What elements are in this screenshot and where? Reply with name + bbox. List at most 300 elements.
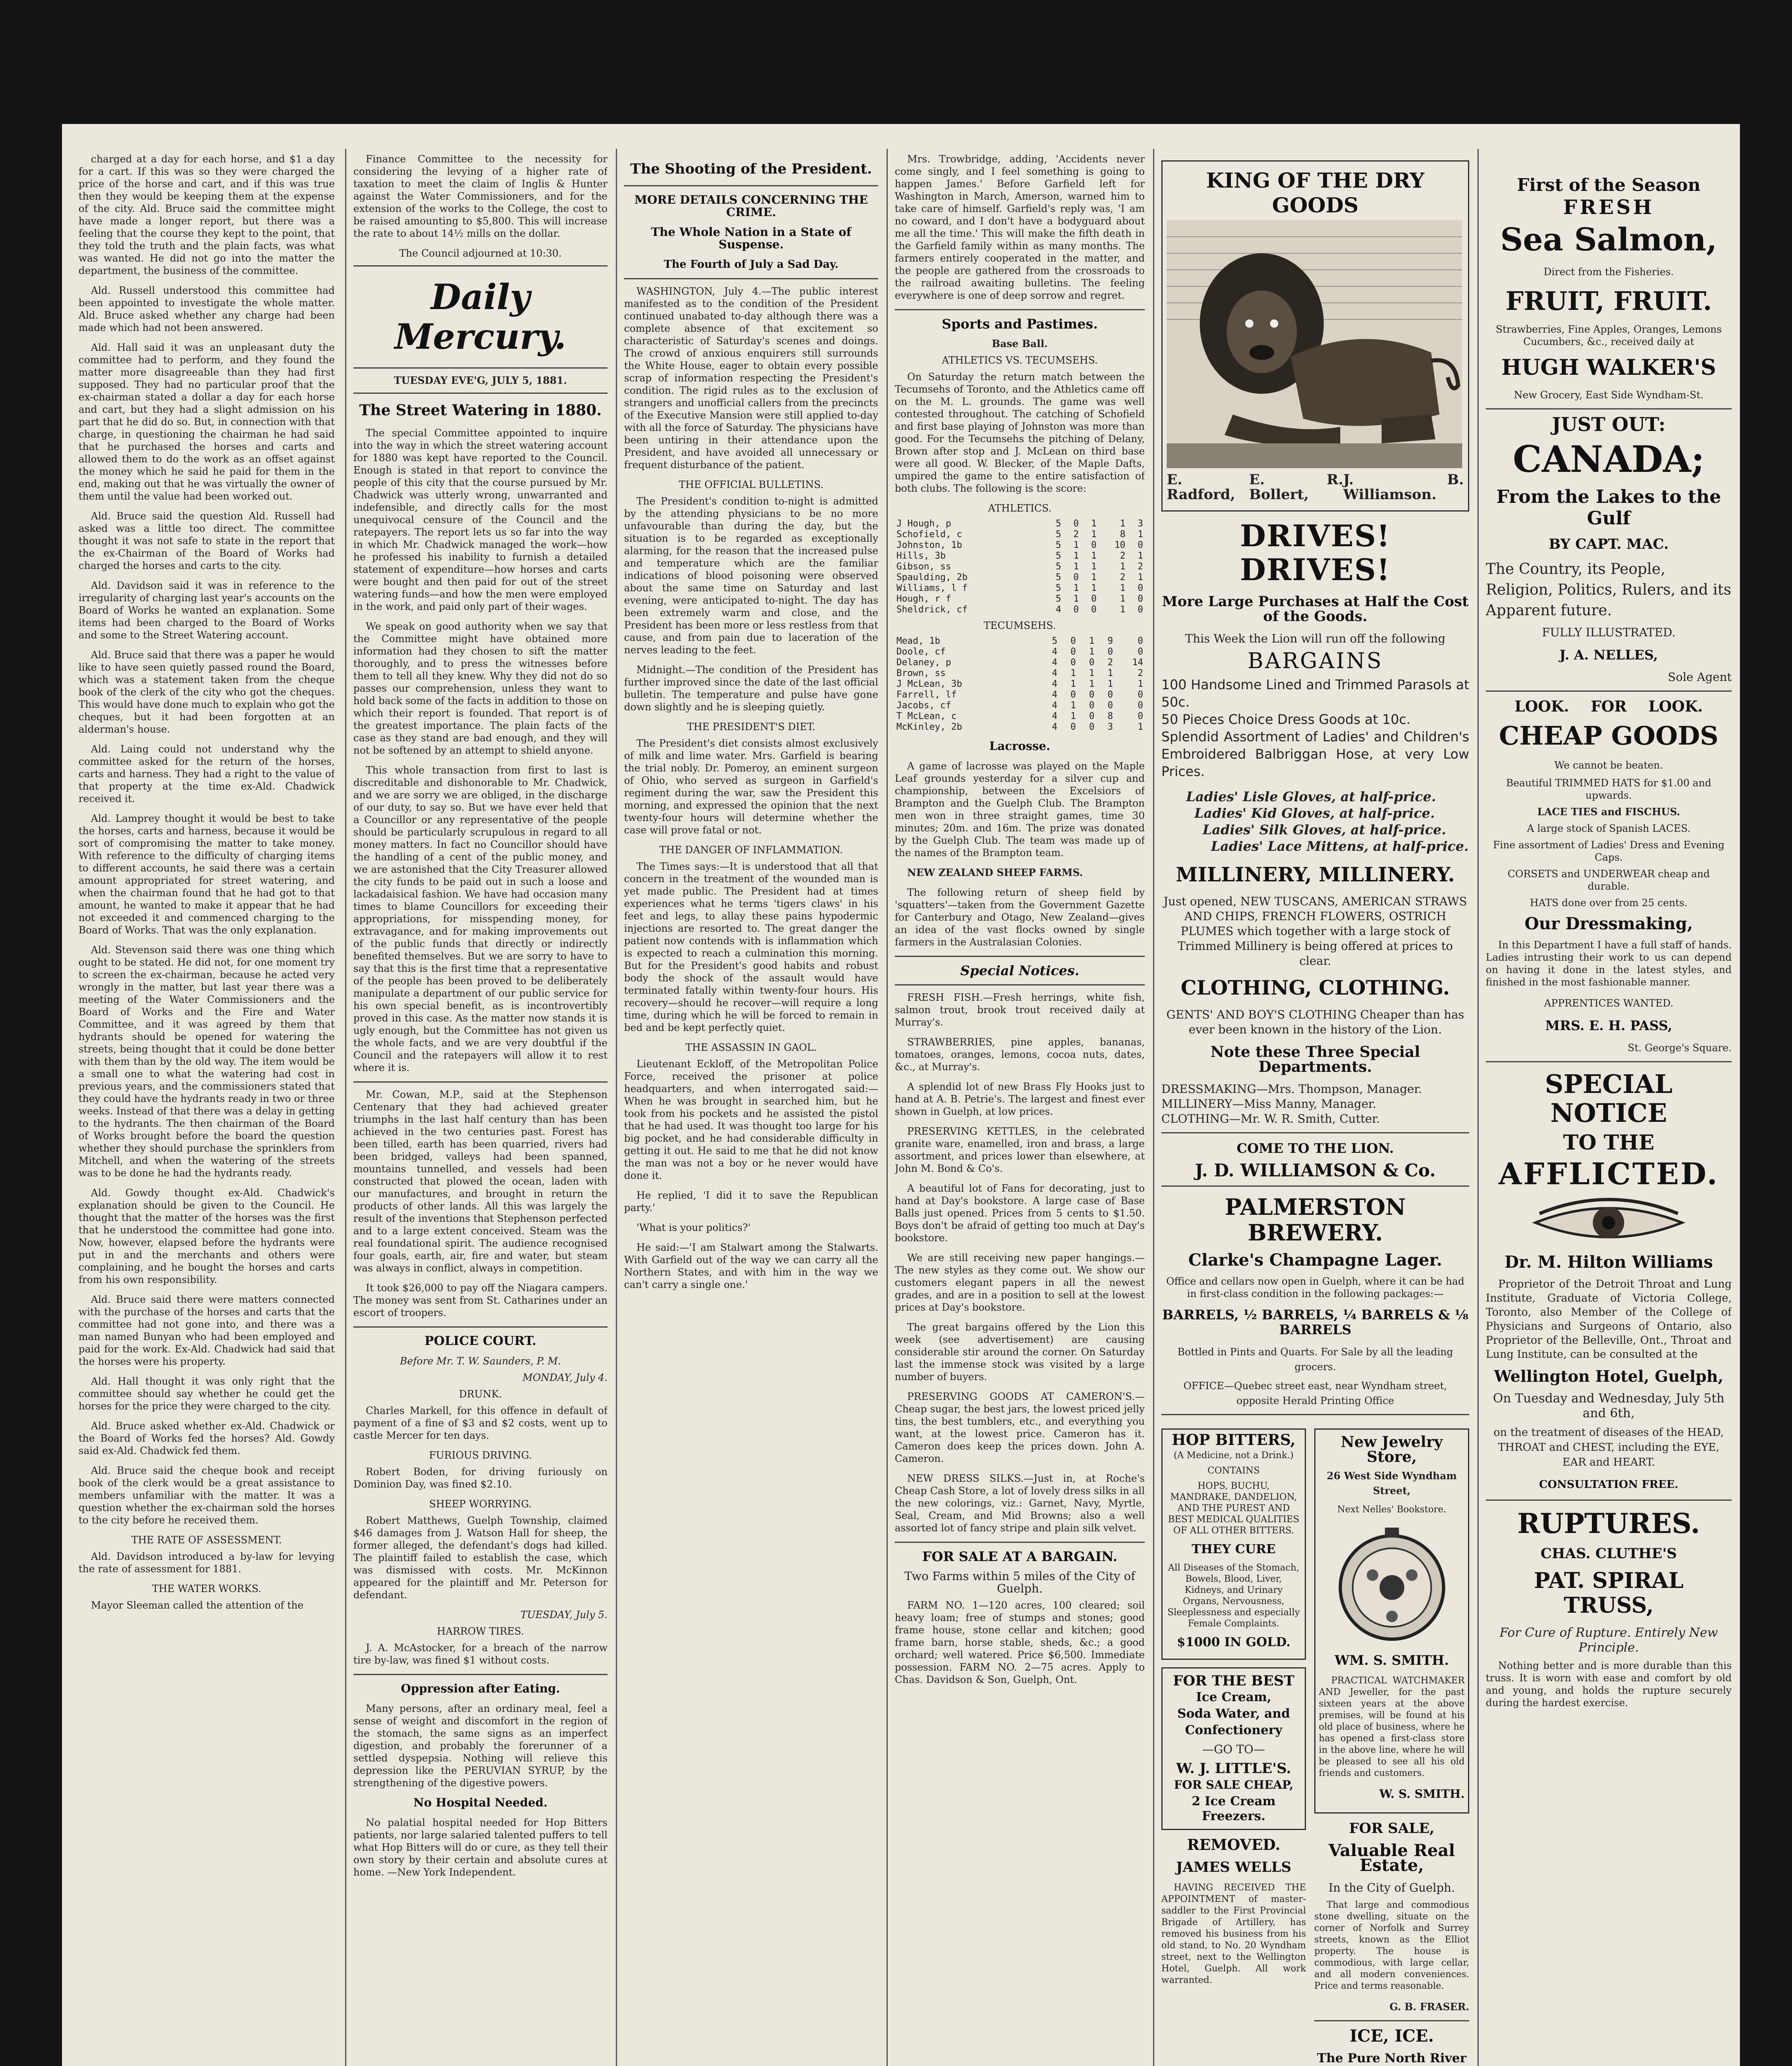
table-cell: 0 [1089, 711, 1095, 721]
grocery-line: New Grocery, East Side Wyndham-St. [1514, 389, 1704, 401]
divider [1486, 690, 1732, 692]
hospital-text: No palatial hospital needed for Hop Bitters patients, nor large salaried talented puffers to tell what Hop Bitters will do or cure, as they tell their own story by their certain and absolute cures at home. —New York Independent. [353, 1817, 608, 1878]
table-cell: 1 [1089, 679, 1095, 689]
special-notices-title: Special Notices. [960, 963, 1079, 978]
fruit-text: Strawberries, Fine Apples, Oranges, Lemons Cucumbers, &c., received daily at [1496, 324, 1722, 348]
table-cell: 5 [1056, 594, 1061, 604]
lion-illustration [1167, 220, 1462, 468]
ic-line: FOR SALE CHEAP, [1174, 1778, 1294, 1792]
table-cell: Williams, l f [896, 583, 968, 593]
table-cell: 1 [1089, 636, 1095, 646]
hop-bitters-ad [1161, 1428, 1306, 1660]
council-report-para: Ald. Russell understood this committee had been appointed to investigate the whole matter. Ald. Bruce asked whether any charge had been made which had not been answered. [79, 285, 335, 333]
table-cell: 4 [1052, 690, 1058, 700]
divider [1486, 408, 1732, 409]
cheap-goods: CHEAP GOODS [1499, 721, 1718, 751]
dates-line: On Tuesday and Wednesday, July 5th and 6th, [1493, 1391, 1725, 1421]
sports-title: Sports and Pastimes. [941, 316, 1098, 332]
table-cell: Jacobs, cf [896, 700, 951, 711]
hop-sub: (A Medicine, not a Drink.) [1173, 1450, 1294, 1461]
table-cell: 0 [1137, 540, 1143, 550]
table-cell: Doole, cf [896, 647, 946, 657]
table-cell: 0 [1070, 657, 1076, 668]
article-headline: The Shooting of the President. [630, 161, 872, 177]
bargains-title: BARGAINS [1247, 649, 1383, 674]
article-para: He replied, 'I did it to save the Republican party.' [624, 1190, 878, 1214]
box-score-athletics [895, 519, 1145, 615]
divider [1486, 1500, 1732, 1501]
notice-item: A beautiful lot of Fans for decorating, just to hand at Day's bookstore. A large case of Base Balls just opened. Prices from 5 cents to $1.50. Boys don't be afraid of getting too much at Day's bookstore. [895, 1183, 1145, 1244]
council-report-para: Mayor Sleeman called the attention of the [91, 1599, 304, 1611]
box-score-head: TECUMSEHS. [984, 620, 1056, 631]
millinery-text: Just opened, NEW TUSCANS, AMERICAN STRAWS AND CHIPS, FRENCH FLOWERS, OSTRICH PLUMES which together with a large stock of Trimmed Millinery is being offered at prices to clear. [1163, 895, 1467, 968]
table-cell: Mead, 1b [896, 636, 940, 646]
table-cell: 1 [1089, 668, 1095, 678]
fruit-line: FRUIT, FRUIT. [1505, 286, 1712, 316]
ic-line: W. J. LITTLE'S. [1176, 1760, 1292, 1777]
jewelry-desc: PRACTICAL WATCHMAKER AND Jeweller, for the past sixteen years at the above premises, will be found at his old place of business, where he has opened a first-class store in the above line, where he will be pleased to see all his old friends and customers. [1319, 1676, 1465, 1778]
table-cell: 2 [1120, 551, 1126, 561]
for-sale-sign: G. B. FRASER. [1389, 2001, 1469, 2013]
table-cell: 4 [1052, 700, 1058, 711]
for-sale-sub: Valuable Real Estate, [1328, 1841, 1455, 1875]
council-report-para: Ald. Bruce said there were matters connected with the purchase of the horses and carts that the committee had not gone into, and there was a man named Bunyan who had been employed and paid for the work. Ex-Ald. Chadwick had said that the horses were his property. [79, 1294, 335, 1367]
table-cell: 1 [1137, 679, 1143, 689]
apprentices: APPRENTICES WANTED. [1544, 997, 1673, 1009]
table-cell: T McLean, c [896, 711, 957, 721]
table-cell: 3 [1137, 519, 1143, 529]
table-cell: 4 [1052, 657, 1058, 668]
table-cell: 4 [1052, 668, 1058, 678]
consult-line: CONSULTATION FREE. [1539, 1478, 1679, 1491]
notice-item: The great bargains offered by the Lion this week (see advertisement) are causing considerable stir around the corner. On Saturday last the immense stock was visited by a large number of buyers. [895, 1321, 1145, 1383]
column-rule [886, 149, 888, 2066]
council-report-para: Ald. Bruce asked whether ex-Ald. Chadwick or the Board of Works fed the horses? Ald. Gowdy said ex-Ald. Chadwick fed them. [79, 1420, 335, 1457]
cheap-item: HATS done over from 25 cents. [1530, 897, 1688, 909]
column-5-ads [1161, 153, 1469, 2066]
article-para: It took $26,000 to pay off the Niagara campers. The money was sent from St. Catharines under an escort of troopers. [353, 1282, 608, 1319]
eye-icon [1486, 1198, 1732, 1247]
table-cell: 0 [1137, 700, 1143, 711]
article-para: The President's diet consists almost exclusively of milk and lime water. Mrs. Garfield is bearing the trial nobly. Dr. Pomeroy, an eminent surgeon of Ohio, who served as surgeon in Garfield's regiment during the war, saw the President this morning, and expressed the opinion that the next twenty-four hours will determine whether the case will prove fatal or not. [624, 738, 878, 836]
table-cell: McKinley, 2b [896, 722, 962, 732]
column-1 [79, 153, 335, 2066]
ic-line: Soda Water, and [1177, 1707, 1290, 1721]
council-report-para: Ald. Hall thought it was only right that the committee should say whether he could get the horses for the price they were charged to the city. [79, 1376, 335, 1412]
notice-item: FRESH FISH.—Fresh herrings, white fish, salmon trout, brook trout received daily at Murray's. [895, 992, 1145, 1028]
box-score-head: ATHLETICS. [988, 502, 1052, 514]
nelles-line: J. A. NELLES, [1559, 647, 1658, 663]
magistrate-line: Before Mr. T. W. Saunders, P. M. [400, 1355, 561, 1367]
table-cell: 0 [1137, 647, 1143, 657]
dress-title: Our Dressmaking, [1524, 914, 1693, 933]
article-para: Mr. Cowan, M.P., said at the Stephenson Centenary that they had achieved greater triumphs in the last half century than has been achieved in the two centuries past. Forest has been tilled, earth has been quarried, rivers had been bridged, valleys had been spanned, mountains tunnelled, and vessels had been constructed that plowed the ocean, laden with our manufactures, and brought in return the products of other lands. All this was largely the result of the inventions that Stephenson perfected and to a large extent conceived. Steam was the real foundational spirit. The audience recognised four goals, earth, air, fire and water, but steam was always in conflict, always in competition. [353, 1089, 608, 1274]
table-row [895, 647, 1145, 657]
table-row [895, 690, 1145, 700]
pass-address: St. George's Square. [1628, 1042, 1732, 1054]
council-report-para: Ald. Hall said it was an unpleasant duty the committee had to perform, and they found the matter more disagreeable than they had first supposed. They had no particular proof that the ex-chairman stated a dollar a day for each horse and cart, but they had a slight admission on his part that he did do so. But, in connection with that charge, in questioning the chairman he had said that he purchased the horses and carts and allowed them to do the work as an offset against the money which he said he paid for them in the end, making out that he was virtually the owner of them until the value had been worked out. [79, 342, 335, 502]
hop-ingredients: HOPS, BUCHU, MANDRAKE, DANDELION, AND THE PUREST AND BEST MEDICAL QUALITIES OF ALL OTHER BITTERS. [1168, 1481, 1299, 1536]
article-para: The special Committee appointed to inquire into the way in which the street watering account for 1880 was kept have reported to the Council. Enough is stated in that report to convince the people of this city that the course pursued by Mr. Chadwick was utterly wrong, unwarranted and indefensible, and directly calls for the most unequivocal censure of the Council and the ratepayers. The report lets us so far into the way in which Mr. Chadwick managed the work—how he professed his inability to furnish a detailed statement of expenditure—how horses and carts were bought and then paid for out of the street watering funds—and how the men were employed in the work, and paid only part of their wages. [353, 427, 608, 612]
special-notice: SPECIAL NOTICE [1545, 1069, 1673, 1128]
removed-name: JAMES WELLS [1176, 1859, 1292, 1876]
court-date: MONDAY, July 4. [522, 1372, 608, 1383]
table-cell: 4 [1056, 605, 1061, 615]
for-sale-city: In the City of Guelph. [1328, 1881, 1455, 1895]
divider [624, 185, 878, 186]
afflicted: AFFLICTED. [1498, 1156, 1719, 1191]
doctor-text: Proprietor of the Detroit Throat and Lung Institute, Graduate of Victoria College, Toronto, also Member of the College of Physicians and Surgeons of Ontario, also Proprietor of the Belleville, Ont., Throat and Lung Institute, can be consulted at the [1486, 1278, 1732, 1361]
lacrosse-text: A game of lacrosse was played on the Maple Leaf grounds yesterday for a silver cup and championship, between the Excelsiors of Brampton and the Guelph Club. The Brampton men won in three straight games, time 30 minutes; 20m. and 16m. The prize was donated by the Guelph Club. The team was made up of the names of the Brampton team. [895, 760, 1145, 859]
table-cell: 1 [1091, 529, 1097, 540]
oppression-text: Many persons, after an ordinary meal, feel a sense of weight and discomfort in the region of the stomach, the same signs as an imperfect digestion, and probably the forerunner of a settled dyspepsia. Nothing will relieve this depression like the PERUVIAN SYRUP, by the strengthening of the digestive powers. [353, 1703, 608, 1789]
hop-title: HOP BITTERS, [1172, 1431, 1296, 1449]
clothing-text: GENTS' AND BOY'S CLOTHING Cheaper than has ever been known in the history of the Lion. [1166, 1008, 1464, 1036]
hotel-line: Wellington Hotel, Guelph, [1494, 1367, 1723, 1385]
table-cell: 0 [1070, 722, 1076, 732]
table-cell: 0 [1070, 636, 1076, 646]
table-cell: 0 [1091, 594, 1097, 604]
partner-name: E. Radford, [1167, 471, 1235, 503]
council-report-para: Ald. Bruce said that there was a paper he would like to have seen quietly passed round the Board, which was a statement taken from the cheque book of the clerk of the city who got the cheques. This would have done much to explain who got the cheques, but it had been forgotten at an alderman's house. [79, 649, 335, 735]
table-row [895, 636, 1145, 647]
jewelry-sign-2: W. S. SMITH. [1379, 1787, 1465, 1801]
section-subhead: THE WATER WORKS. [152, 1583, 262, 1595]
brewery-text: Office and cellars now open in Guelph, where it can be had in first-class condition in the following packages:— [1166, 1276, 1465, 1300]
table-cell: 1 [1137, 572, 1143, 583]
table-row [895, 700, 1145, 711]
jewelry-next: Next Nelles' Bookstore. [1337, 1504, 1446, 1515]
table-cell: 1 [1120, 594, 1126, 604]
table-cell: 0 [1070, 690, 1076, 700]
clothing-title: CLOTHING, CLOTHING. [1180, 976, 1450, 1000]
council-report-para: Ald. Laing could not understand why the committee asked for the return of the horses, carts and harness. They had a right to the value of that property at the time ex-Ald. Chadwick received it. [79, 743, 335, 805]
cheap-item: CORSETS and UNDERWEAR cheap and durable. [1507, 868, 1710, 892]
table-cell: 0 [1137, 605, 1143, 615]
table-row [895, 711, 1145, 722]
depts-list [1161, 1082, 1469, 1126]
for-sale-title: FOR SALE, [1349, 1820, 1435, 1837]
table-cell: 1 [1091, 551, 1097, 561]
table-cell: 2 [1073, 529, 1079, 540]
table-cell: 5 [1056, 562, 1061, 572]
column-rule [616, 149, 617, 2066]
table-cell: 1 [1120, 605, 1126, 615]
table-cell: 1 [1070, 700, 1076, 711]
divider [353, 393, 608, 394]
drives-headline: DRIVES! DRIVES! [1240, 518, 1391, 587]
table-cell: 4 [1052, 679, 1058, 689]
table-row [895, 657, 1145, 668]
ic-line: —GO TO— [1202, 1742, 1265, 1756]
lower-ads [1161, 1421, 1469, 2066]
truss-line: PAT. SPIRAL TRUSS, [1534, 1568, 1684, 1618]
divider [895, 1542, 1145, 1543]
come-line: COME TO THE LION. [1237, 1140, 1394, 1156]
table-cell: 5 [1056, 583, 1061, 593]
table-cell: 0 [1089, 722, 1095, 732]
table-cell: 1 [1073, 583, 1079, 593]
table-row [895, 529, 1145, 540]
gloves-item: Ladies' Lisle Gloves, at half-price. [1186, 789, 1436, 805]
table-cell: 1 [1073, 551, 1079, 561]
table-cell: 5 [1056, 529, 1061, 540]
sports-sub: ATHLETICS VS. TECUMSEHS. [941, 355, 1098, 366]
jewelry-title: New Jewelry Store, [1341, 1433, 1443, 1466]
divider [353, 1674, 608, 1675]
table-cell: 1 [1120, 562, 1126, 572]
divider [353, 367, 608, 369]
for-sale-text: That large and commodious stone dwelling, situate on the corner of Norfolk and Surrey streets, known as the Elliot property. The house is commodious, with large cellar, and all modern conveniences. Price and terms reasonable. [1314, 1900, 1469, 1991]
table-cell: 5 [1052, 636, 1058, 646]
table-row [895, 540, 1145, 551]
cheap-item: A large stock of Spanish LACES. [1527, 823, 1691, 834]
column-rule [1153, 149, 1154, 2066]
council-report-para: charged at a day for each horse, and $1 a day for a cart. If this was so they were charged the price of the horse and cart, and if this was true then they would be keeping them at the expense of the city. Ald. Bruce said the committee might have made a longer report, but there was a feeling that the course they kept to the point, that they told the truth and the plain facts, was what was wanted. He did not go into the matter the department, the business of the committee. [79, 153, 335, 276]
divider [353, 265, 608, 267]
article-para: This whole transaction from first to last is discreditable and dishonorable to Mr. Chadwick, and we are sorry we are obliged, in the discharge of our duty, to say so. But we have ever held that a Councillor or any representative of the people should be particularly scrupulous in regard to all money matters. In fact no Councillor should have the handling of a cent of the public money, and we are astonished that the City Treasurer allowed the city funds to be paid out in such a loose and lackadaisical fashion. We have had occasion many times to blame Councillors for exceeding their appropriations, for misspending money, for extravagance, and for making improvements out of the public funds that directly or indirectly benefited themselves. But we are sorry to have to say that this is the first time that a representative of the people has been proved to be deliberately manipulate a department of our public service for his own special benefit, as is incontrovertibly proved in this case. As the matter now stands it is ugly enough, but the Committee has not given us the whole facts, and we are very doubtful if the Council and the ratepayers will allow it to rest where it is. [353, 764, 608, 1073]
divider [895, 956, 1145, 957]
table-cell: 0 [1137, 690, 1143, 700]
table-row [895, 668, 1145, 679]
section-subhead: THE ASSASSIN IN GAOL. [685, 1042, 817, 1053]
table-cell: 14 [1132, 657, 1143, 668]
table-cell: Farrell, lf [896, 690, 957, 700]
table-cell: 1 [1070, 711, 1076, 721]
divider [624, 278, 878, 279]
ic-line: 2 Ice Cream Freezers. [1191, 1794, 1276, 1823]
hospital-title: No Hospital Needed. [413, 1796, 548, 1809]
dept-item: CLOTHING—Mr. W. R. Smith, Cutter. [1161, 1112, 1380, 1126]
table-cell: 0 [1073, 572, 1079, 583]
table-cell: Johnston, 1b [896, 540, 962, 550]
table-cell: 0 [1073, 519, 1079, 529]
section-subhead: THE OFFICIAL BULLETINS. [679, 479, 824, 490]
table-row [895, 572, 1145, 583]
table-cell: 1 [1073, 540, 1079, 550]
table-row [895, 594, 1145, 605]
cheap-item: LACE TIES and FISCHUS. [1537, 806, 1680, 818]
newspaper-page [62, 124, 1740, 2066]
article-deck: The Whole Nation in a State of Suspense. [651, 225, 851, 251]
beaten-line: We cannot be beaten. [1554, 759, 1663, 771]
table-cell: 1 [1070, 679, 1076, 689]
lion-ad [1161, 160, 1469, 512]
table-cell: 2 [1137, 668, 1143, 678]
table-cell: 1 [1070, 668, 1076, 678]
ic-line: Ice Cream, [1196, 1690, 1272, 1704]
ic-line: FOR THE BEST [1173, 1673, 1294, 1689]
table-row [895, 605, 1145, 615]
sale-sub: Two Farms within 5 miles of the City of Guelph. [904, 1569, 1135, 1595]
firm-name: J. D. WILLIAMSON & Co. [1195, 1160, 1436, 1181]
article-para: He said:—'I am Stalwart among the Stalwarts. With Garfield out of the way we can carry all the Northern States, and with him in the way we can't carry a single one.' [624, 1242, 878, 1290]
article-para: 'What is your politics?' [636, 1222, 751, 1233]
truss-cure: For Cure of Rupture. Entirely New Principle. [1499, 1626, 1718, 1655]
table-cell: Schofield, c [896, 529, 962, 540]
hop-cure: THEY CURE [1191, 1542, 1276, 1557]
gloves-list [1186, 788, 1469, 854]
table-row [895, 583, 1145, 594]
just-out: JUST OUT: [1551, 413, 1666, 436]
jewelry-addr: 26 West Side Wyndham Street, [1327, 1470, 1457, 1497]
table-cell: 0 [1107, 647, 1113, 657]
capt-line: BY CAPT. MAC. [1549, 536, 1669, 552]
notice-item: PRESERVING KETTLES, in the celebrated granite ware, enamelled, iron and brass, a large assortment, and prices lower than elsewhere, at John M. Bond & Co's. [895, 1126, 1145, 1174]
lacrosse-title: Lacrosse. [989, 739, 1051, 753]
cheap-item: Fine assortment of Ladies' Dress and Evening Caps. [1493, 839, 1725, 863]
column-rule [1477, 149, 1479, 2066]
court-subhead: SHEEP WORRYING. [429, 1498, 532, 1510]
ruptures-title: RUPTURES. [1517, 1507, 1700, 1540]
finance-para: Finance Committee to the necessity for considering the levying of a higher rate of taxation to meet the claim of Inglis & Hunter against the Water Commissioners, and for the extension of the works to the College, the cost to be raised amounting to $5,800. This will increase the rate to about 14½ mills on the dollar. [353, 153, 608, 239]
table-cell: 1 [1137, 722, 1143, 732]
jewelry-sign: WM. S. SMITH. [1334, 1652, 1449, 1668]
article-deck: The Fourth of July a Sad Day. [664, 258, 839, 271]
table-cell: 0 [1137, 594, 1143, 604]
bargain-list [1161, 676, 1469, 780]
table-cell: 10 [1114, 540, 1126, 550]
divider [1161, 1414, 1469, 1415]
council-report-para: Ald. Bruce said the cheque book and receipt book of the clerk would be a great assistance to members unfamiliar with the matter. It was a question whether the ex-chairman sold the horses to the city before he received them. [79, 1465, 335, 1526]
ic-line: Confectionery [1185, 1723, 1282, 1738]
court-item: J. A. McAstocker, for a breach of the narrow tire by-law, was fined $1 without costs. [353, 1642, 608, 1666]
direct-line: Direct from the Fisheries. [1543, 266, 1674, 278]
removed-title: REMOVED. [1187, 1836, 1280, 1854]
table-cell: 5 [1056, 551, 1061, 561]
table-cell: 5 [1056, 572, 1061, 583]
week-line: This Week the Lion will run off the following [1185, 632, 1446, 645]
bottled-line: Bottled in Pints and Quarts. For Sale by all the leading grocers. [1177, 1346, 1453, 1373]
lower-ads-right [1314, 1421, 1469, 2066]
article-para: The President's condition to-night is admitted by the attending physicians to be no more unfavourable than during the day, but the situation is to be regarded as exceptionally alarming, for the reason that the increased pulse and temperature which are the familiar indications of blood poisoning were observed about the same time on Saturday and last evening, were anticipated to-night. The day has been extremely warm and close, and the President has been more or less restless from that cause, and from pain due to laceration of the nerves leading to the feet. [624, 495, 878, 656]
drives-sub: More Large Purchases at Half the Cost of the Goods. [1162, 593, 1469, 625]
court-subhead: FURIOUS DRIVING. [429, 1450, 532, 1461]
illus-line: FULLY ILLUSTRATED. [1542, 626, 1676, 639]
cluthe-line: CHAS. CLUTHE'S [1540, 1545, 1677, 1562]
table-row [895, 562, 1145, 572]
lakes-line: From the Lakes to the Gulf [1496, 486, 1721, 529]
divider [895, 309, 1145, 310]
divider [1314, 2020, 1469, 2021]
ice-sub: The Pure North River [1317, 2051, 1467, 2066]
kdg-title: KING OF THE DRY GOODS [1206, 168, 1425, 217]
article-para: Mrs. Trowbridge, adding, 'Accidents never come singly, and I feel something is going to happen James.' Before Garfield left for Washington in March, Amerson, warned him to take care of himself. Garfield's reply was, 'I am no coward, and I don't have a bodyguard about me all the time.' This will make the fifth death in the Garfield family within as many months. The farmers entirely cooperated in the matter, and the people are gathered from the crossroads to the railroad awaiting bulletins. The feeling everywhere is one of deep sorrow and regret. [895, 153, 1145, 301]
table-cell: 0 [1091, 540, 1097, 550]
barrels-line: BARRELS, ½ BARRELS, ¼ BARRELS & ⅛ BARRELS [1162, 1307, 1468, 1338]
canada-title: CANADA; [1513, 438, 1705, 481]
divider [1161, 1132, 1469, 1133]
table-row [895, 679, 1145, 690]
court-subhead: HARROW TIRES. [437, 1626, 524, 1637]
column-6-ads [1486, 153, 1732, 2066]
sports-para: On Saturday the return match between the Tecumsehs of Toronto, and the Athletics came off on the M. L. grounds. The game was well contested throughout. The catching of Schofield and first base playing of Johnston was more than good. For the Tecumsehs the pitching of Delany, Brown after stop and J. McLean on third base were all good. W. Blecker, of the Maple Dafts, umpired the game to the entire satisfaction of both clubs. The following is the score: [895, 371, 1145, 494]
table-cell: 1 [1120, 583, 1126, 593]
dateline: TUESDAY EVE'G, JULY 5, 1881. [394, 374, 567, 386]
adjourned-line: The Council adjourned at 10:30. [399, 248, 562, 259]
article-deck: MORE DETAILS CONCERNING THE CRIME. [634, 193, 868, 219]
gloves-item: Ladies' Silk Gloves, at half-price. [1203, 822, 1446, 838]
notice-item: We are still receiving new paper hangings.—The new styles as they come out. We show our customers elegant papers in all the newest grades, and are in a position to sell at the lowest prices at Day's bookstore. [895, 1252, 1145, 1313]
ice-cream-ad [1161, 1667, 1306, 1830]
table-cell: 2 [1120, 572, 1126, 583]
table-cell: 0 [1137, 583, 1143, 593]
table-cell: 0 [1089, 700, 1095, 711]
millinery-title: MILLINERY, MILLINERY. [1175, 863, 1455, 886]
council-report-para: Ald. Davidson introduced a by-law for levying the rate of assessment for 1881. [79, 1551, 335, 1575]
table-row [895, 519, 1145, 529]
article-para: Lieutenant Eckloff, of the Metropolitan Police Force, received the prisoner at police headquarters, and when interrogated said:—When he was brought in searched him, but he took from his pockets and he assisted the pistol that he had used. It was thought too large for his big pocket, and he had considerable difficulty in getting it out. He said to me that he did not know the man was not a boy or he never would have done it. [624, 1058, 878, 1181]
table-row [895, 722, 1145, 733]
divider [1486, 1061, 1732, 1062]
table-cell: Sheldrick, cf [896, 605, 968, 615]
dept-item: DRESSMAKING—Mrs. Thompson, Manager. [1161, 1082, 1422, 1096]
table-cell: 1 [1137, 529, 1143, 540]
table-cell: 0 [1073, 605, 1079, 615]
cheap-list [1486, 777, 1732, 909]
table-cell: 2 [1107, 657, 1113, 668]
table-cell: 0 [1089, 657, 1095, 668]
article-headline: The Street Watering in 1880. [359, 402, 602, 419]
fresh-line: FRESH [1563, 196, 1654, 219]
article-para: The Times says:—It is understood that all that concern in the treatment of the wounded man is yet made public. The President had at times experiences what he terms 'tigers claws' in his feet and legs, to allay these pains hypodermic injections are resorted to. The great danger the patient now contends with is inflammation which is expected to reach a culmination this morning. But for the President's good habits and robust body the shock of the assault would have terminated fatally within twenty-four hours. His recovery—should he recover—will require a long time, during which he will be forced to remain in bed and be kept perfectly quiet. [624, 861, 878, 1033]
section-subhead: THE DANGER OF INFLAMMATION. [659, 844, 843, 856]
depts-title: Note these Three Special Departments. [1210, 1043, 1420, 1076]
table-cell: Hills, 3b [896, 551, 946, 561]
agent-line: Sole Agent [1668, 670, 1732, 684]
table-cell: 1 [1073, 594, 1079, 604]
oppression-title: Oppression after Eating. [400, 1682, 560, 1695]
brewery-title: PALMERSTON BREWERY. [1225, 1194, 1406, 1246]
treat-line: on the treatment of diseases of the HEAD, THROAT and CHEST, including the EYE, EAR and HEART. [1493, 1426, 1724, 1469]
jewelry-ad [1314, 1428, 1469, 1814]
partner-name: E. R. Bollert, [1249, 471, 1344, 503]
gloves-item: Ladies' Kid Gloves, at half-price. [1194, 805, 1435, 821]
court-date: TUESDAY, July 5. [520, 1609, 608, 1621]
salmon-line: Sea Salmon, [1500, 221, 1717, 258]
table-cell: 1 [1120, 519, 1126, 529]
truss-text: Nothing better and is more durable than this truss. It is worn with ease and comfort by old and young, and holds the rupture securely during the hardest exercise. [1486, 1660, 1732, 1709]
notice-item: NEW DRESS SILKS.—Just in, at Roche's Cheap Cash Store, a lot of lovely dress silks in all the new colorings, viz.: Garnet, Navy, Myrtle, Seal, Cream, and Mid Browns; also a well assorted lot of fancy stripe and plain silk velvet. [895, 1473, 1145, 1534]
divider [353, 1326, 608, 1328]
table-cell: 1 [1107, 679, 1113, 689]
table-cell: 9 [1107, 636, 1113, 646]
hop-text: All Diseases of the Stomach, Bowels, Blood, Liver, Kidneys, and Urinary Organs, Nervousness, Sleeplessness and especially Female Complaints. [1167, 1563, 1300, 1629]
table-cell: 1 [1091, 519, 1097, 529]
table-cell: 4 [1052, 711, 1058, 721]
table-cell: 0 [1107, 690, 1113, 700]
table-cell: 0 [1089, 690, 1095, 700]
council-report-para: Ald. Davidson said it was in reference to the irregularity of charging last year's accounts on the Board of Works he wanted an explanation. Some items had been charged to the Board of Works and some to the Street Watering account. [79, 580, 335, 641]
table-cell: Hough, r f [896, 594, 951, 604]
council-report-para: Ald. Stevenson said there was one thing which ought to be stated. He did not, for one moment try to screen the ex-chairman, because he acted very wrongly in the matter, but last year there was a meeting of the Water Commissioners and the Board of Works and the Fire and Water Committee, and it was agreed by them that hydrants should be opened for watering the streets, being thought that it could be done better with them than by the old way. The item would be a small one to what the watering had cost in previous years, and the commissioners stated that they could have the hydrants ready in two or three weeks. Instead of that there was a delay in getting to the hydrants. The then chairman of the Board of Works brought before the board the question whether they should purchase the sprinklers from Mitchell, and when the watering of the streets was to be done he had the hydrants ready. [79, 944, 335, 1179]
country-text: The Country, its People, Religion, Politics, Rulers, and its Apparent future. [1486, 561, 1731, 619]
sheep-title: NEW ZEALAND SHEEP FARMS. [907, 866, 1083, 878]
to-the: TO THE [1563, 1130, 1654, 1154]
notice-item: STRAWBERRIES, pine apples, bananas, tomatoes, oranges, lemons, cocoa nuts, dates, &c., at Murray's. [895, 1036, 1145, 1073]
bargain-item: 100 Handsome Lined and Trimmed Parasols at 50c. [1161, 677, 1469, 710]
section-subhead: THE RATE OF ASSESSMENT. [131, 1534, 282, 1546]
sports-sub: Base Ball. [991, 338, 1048, 350]
doctor-name: Dr. M. Hilton Williams [1504, 1252, 1713, 1272]
court-item: Robert Matthews, Guelph Township, claimed $46 damages from J. Watson Hall for sheep, the former alleged, the defendant's dogs had killed. The plaintiff failed to establish the case, which was dismissed with costs. Mr. McKinnon appeared for the plaintiff and Mr. Peterson for defendant. [353, 1515, 608, 1601]
divider [895, 984, 1145, 985]
office-line: OFFICE—Quebec street east, near Wyndham street, opposite Herald Printing Office [1183, 1380, 1447, 1407]
table-cell: Delaney, p [896, 657, 951, 668]
lower-ads-left [1161, 1421, 1306, 2066]
column-3 [624, 153, 878, 2066]
table-cell: Gibson, ss [896, 562, 951, 572]
